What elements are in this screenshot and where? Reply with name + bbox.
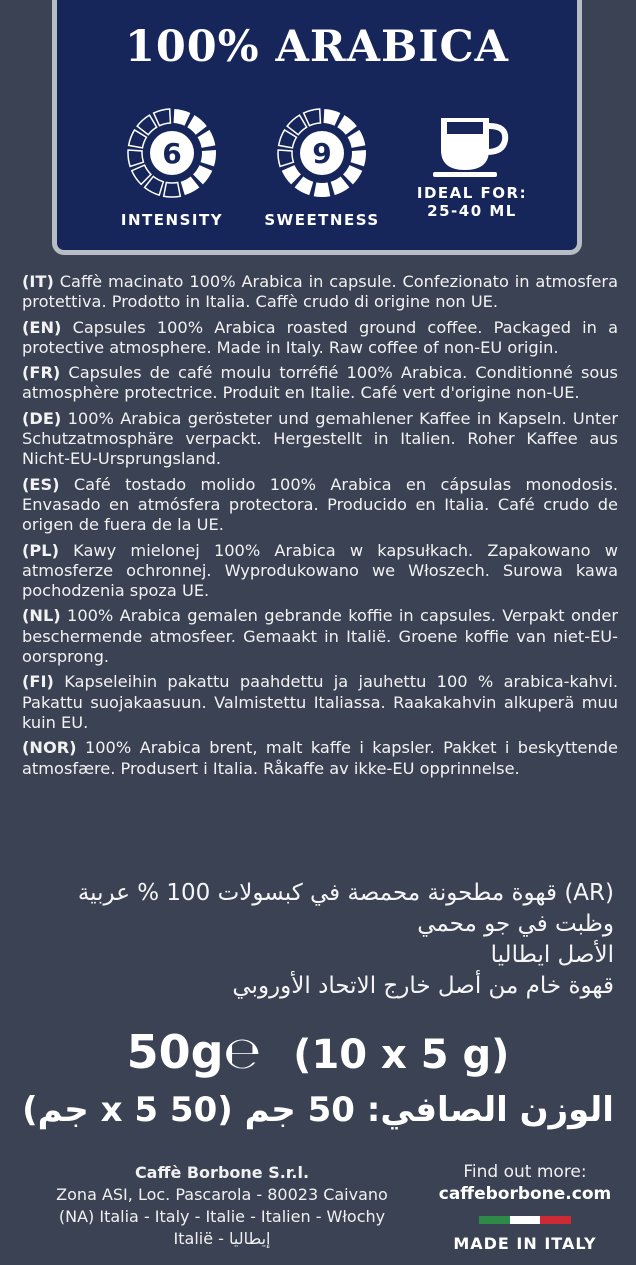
gauge-segment — [181, 176, 200, 195]
estimated-sign-icon: ℮ — [223, 1028, 262, 1079]
flag-stripe-white — [510, 1216, 541, 1224]
gauge-segment — [337, 115, 357, 135]
gauge-segment — [343, 165, 362, 184]
ideal-for-line2: 25-40 ML — [427, 202, 517, 220]
lang-code: (FR) — [22, 363, 61, 383]
description-pl — [22, 541, 618, 602]
gauge-segment — [279, 130, 297, 148]
product-title: 100% ARABICA — [124, 22, 510, 72]
intensity-gauge-icon — [124, 105, 220, 201]
sweetness-value: 9 — [312, 137, 332, 170]
intensity-value: 6 — [162, 137, 182, 170]
description-it — [22, 272, 618, 313]
made-in-italy: MADE IN ITALY — [453, 1234, 597, 1253]
find-out-more — [432, 1162, 618, 1253]
description-text: Capsules de café moulu torréfié 100% Arabica. Conditionné sous atmosphère protectrice. Produit en Italie. Café vert d'origine non-UE. — [22, 363, 618, 403]
description-text: Café tostado molido 100% Arabica en cápsulas monodosis. Envasado en atmósfera protectora. Producido en Italia. Café crudo de origen de fuera de la UE. — [22, 474, 618, 535]
description-text: 100% Arabica gerösteter und gemahlener Kaffee in Kapseln. Unter Schutzatmosphäre verpackt. Hergestellt in Italien. Roher Kaffee aus Nicht-EU-Ursprungsland. — [22, 408, 618, 469]
gauge-segment — [187, 115, 207, 135]
description-text: Caffè macinato 100% Arabica in capsule. Confezionato in atmosfera protettiva. Prodotto in Italia. Caffè crudo di origine non UE. — [22, 272, 618, 312]
description-nor — [22, 738, 618, 779]
gauge-segment — [287, 115, 307, 135]
gauge-segment — [174, 109, 191, 126]
description-text: Kapseleihin pakattu paahdettu ja jauhettu 100 % arabica-kahvi. Pakattu suojakaasuun. Valmistettu Italiassa. Raakakahvin alkuperä muu kuin EU. — [22, 672, 618, 732]
arabic-line-3: الأصل ايطاليا — [490, 942, 614, 968]
gauge-segment — [282, 165, 301, 184]
sweetness-label: SWEETNESS — [264, 211, 380, 229]
arabic-line-2: وظبت في جو محمي — [417, 911, 614, 937]
ideal-for-line1: IDEAL FOR: — [416, 184, 528, 202]
description-fi — [22, 672, 618, 733]
flag-stripe-red — [540, 1216, 571, 1224]
description-en — [22, 318, 618, 359]
description-ar — [22, 878, 614, 1002]
description-nl — [22, 606, 618, 667]
gauge-segment — [351, 150, 366, 166]
gauge-segment — [193, 165, 212, 184]
gauge-segment — [129, 130, 147, 148]
multilingual-description — [22, 272, 618, 784]
italian-flag-icon — [479, 1216, 571, 1224]
gauge-segment — [314, 182, 331, 197]
description-text: 100% Arabica brent, malt kaffe i kapsler. Pakket i beskyttende atmosfære. Produsert i Italia. Råkaffe av ikke-EU opprinnelse. — [22, 738, 618, 778]
flag-stripe-green — [479, 1216, 510, 1224]
gauge-segment — [198, 130, 216, 148]
lang-code: (NL) — [22, 606, 61, 626]
company-address-3: Italië - إيطاليا — [173, 1229, 271, 1248]
lang-code: (PL) — [22, 540, 59, 560]
description-de — [22, 409, 618, 470]
coffee-cup-icon — [427, 112, 517, 178]
lang-code: (ES) — [22, 474, 60, 494]
website-link[interactable]: caffeborbone.com — [438, 1184, 612, 1204]
description-fr — [22, 363, 618, 404]
description-text: Capsules 100% Arabica roasted ground coffee. Packaged in a protective atmosphere. Made in Italy. Raw coffee of non-EU origin. — [22, 317, 618, 357]
description-text: 100% Arabica gemalen gebrande koffie in capsules. Verpakt onder beschermende atmosfeer. Gemaakt in Italië. Groene koffie van niet-EU-oorsprong. — [22, 606, 618, 667]
net-weight-value: 50g — [126, 1025, 224, 1079]
arabic-line-4: قهوة خام من أصل خارج الاتحاد الأوروبي — [232, 973, 614, 999]
gauge-segment — [348, 130, 366, 148]
gauge-segment — [278, 150, 293, 166]
lang-code: (IT) — [22, 272, 54, 291]
header-panel — [52, 0, 582, 255]
gauge-segment — [137, 115, 157, 135]
gauge-segment — [331, 176, 350, 195]
lang-code: (DE) — [22, 408, 62, 428]
find-out-label: Find out more: — [463, 1162, 587, 1182]
gauge-segment — [295, 176, 314, 195]
gauge-segment — [145, 176, 164, 195]
gauge-segment — [132, 165, 151, 184]
net-weight — [0, 1025, 636, 1079]
description-es — [22, 475, 618, 536]
net-weight-arabic: الوزن الصافي: 50 جم (50 x 5 جم) — [22, 1090, 614, 1130]
sweetness-gauge-icon — [274, 105, 370, 201]
arabic-line-1: (AR) قهوة مطحونة محمصة في كبسولات 100 % عربية — [77, 880, 614, 906]
ideal-for-badge — [402, 112, 542, 220]
gauge-segment — [201, 150, 216, 166]
company-info — [22, 1162, 422, 1250]
gauge-segment — [324, 109, 341, 126]
company-address-2: (NA) Italia - Italy - Italie - Italien - Włochy — [58, 1207, 386, 1226]
lang-code: (NOR) — [22, 738, 77, 758]
gauge-segment — [154, 109, 171, 126]
lang-code: (FI) — [22, 672, 54, 692]
company-name: Caffè Borbone S.r.l. — [134, 1163, 310, 1182]
company-address-1: Zona ASI, Loc. Pascarola - 80023 Caivano — [56, 1185, 388, 1204]
lang-code: (EN) — [22, 317, 62, 337]
gauge-segment — [304, 109, 321, 126]
description-text: Kawy mielonej 100% Arabica w kapsułkach. Zapakowano w atmosferze ochronnej. Wyprodukowano we Włoszech. Surowa kawa pochodzenia spoza UE. — [22, 540, 618, 601]
intensity-label: INTENSITY — [120, 211, 224, 229]
gauge-segment — [164, 182, 181, 197]
net-weight-detail: (10 x 5 g) — [293, 1032, 510, 1078]
sweetness-badge — [252, 105, 392, 229]
gauge-segment — [128, 150, 143, 166]
intensity-badge — [102, 105, 242, 229]
